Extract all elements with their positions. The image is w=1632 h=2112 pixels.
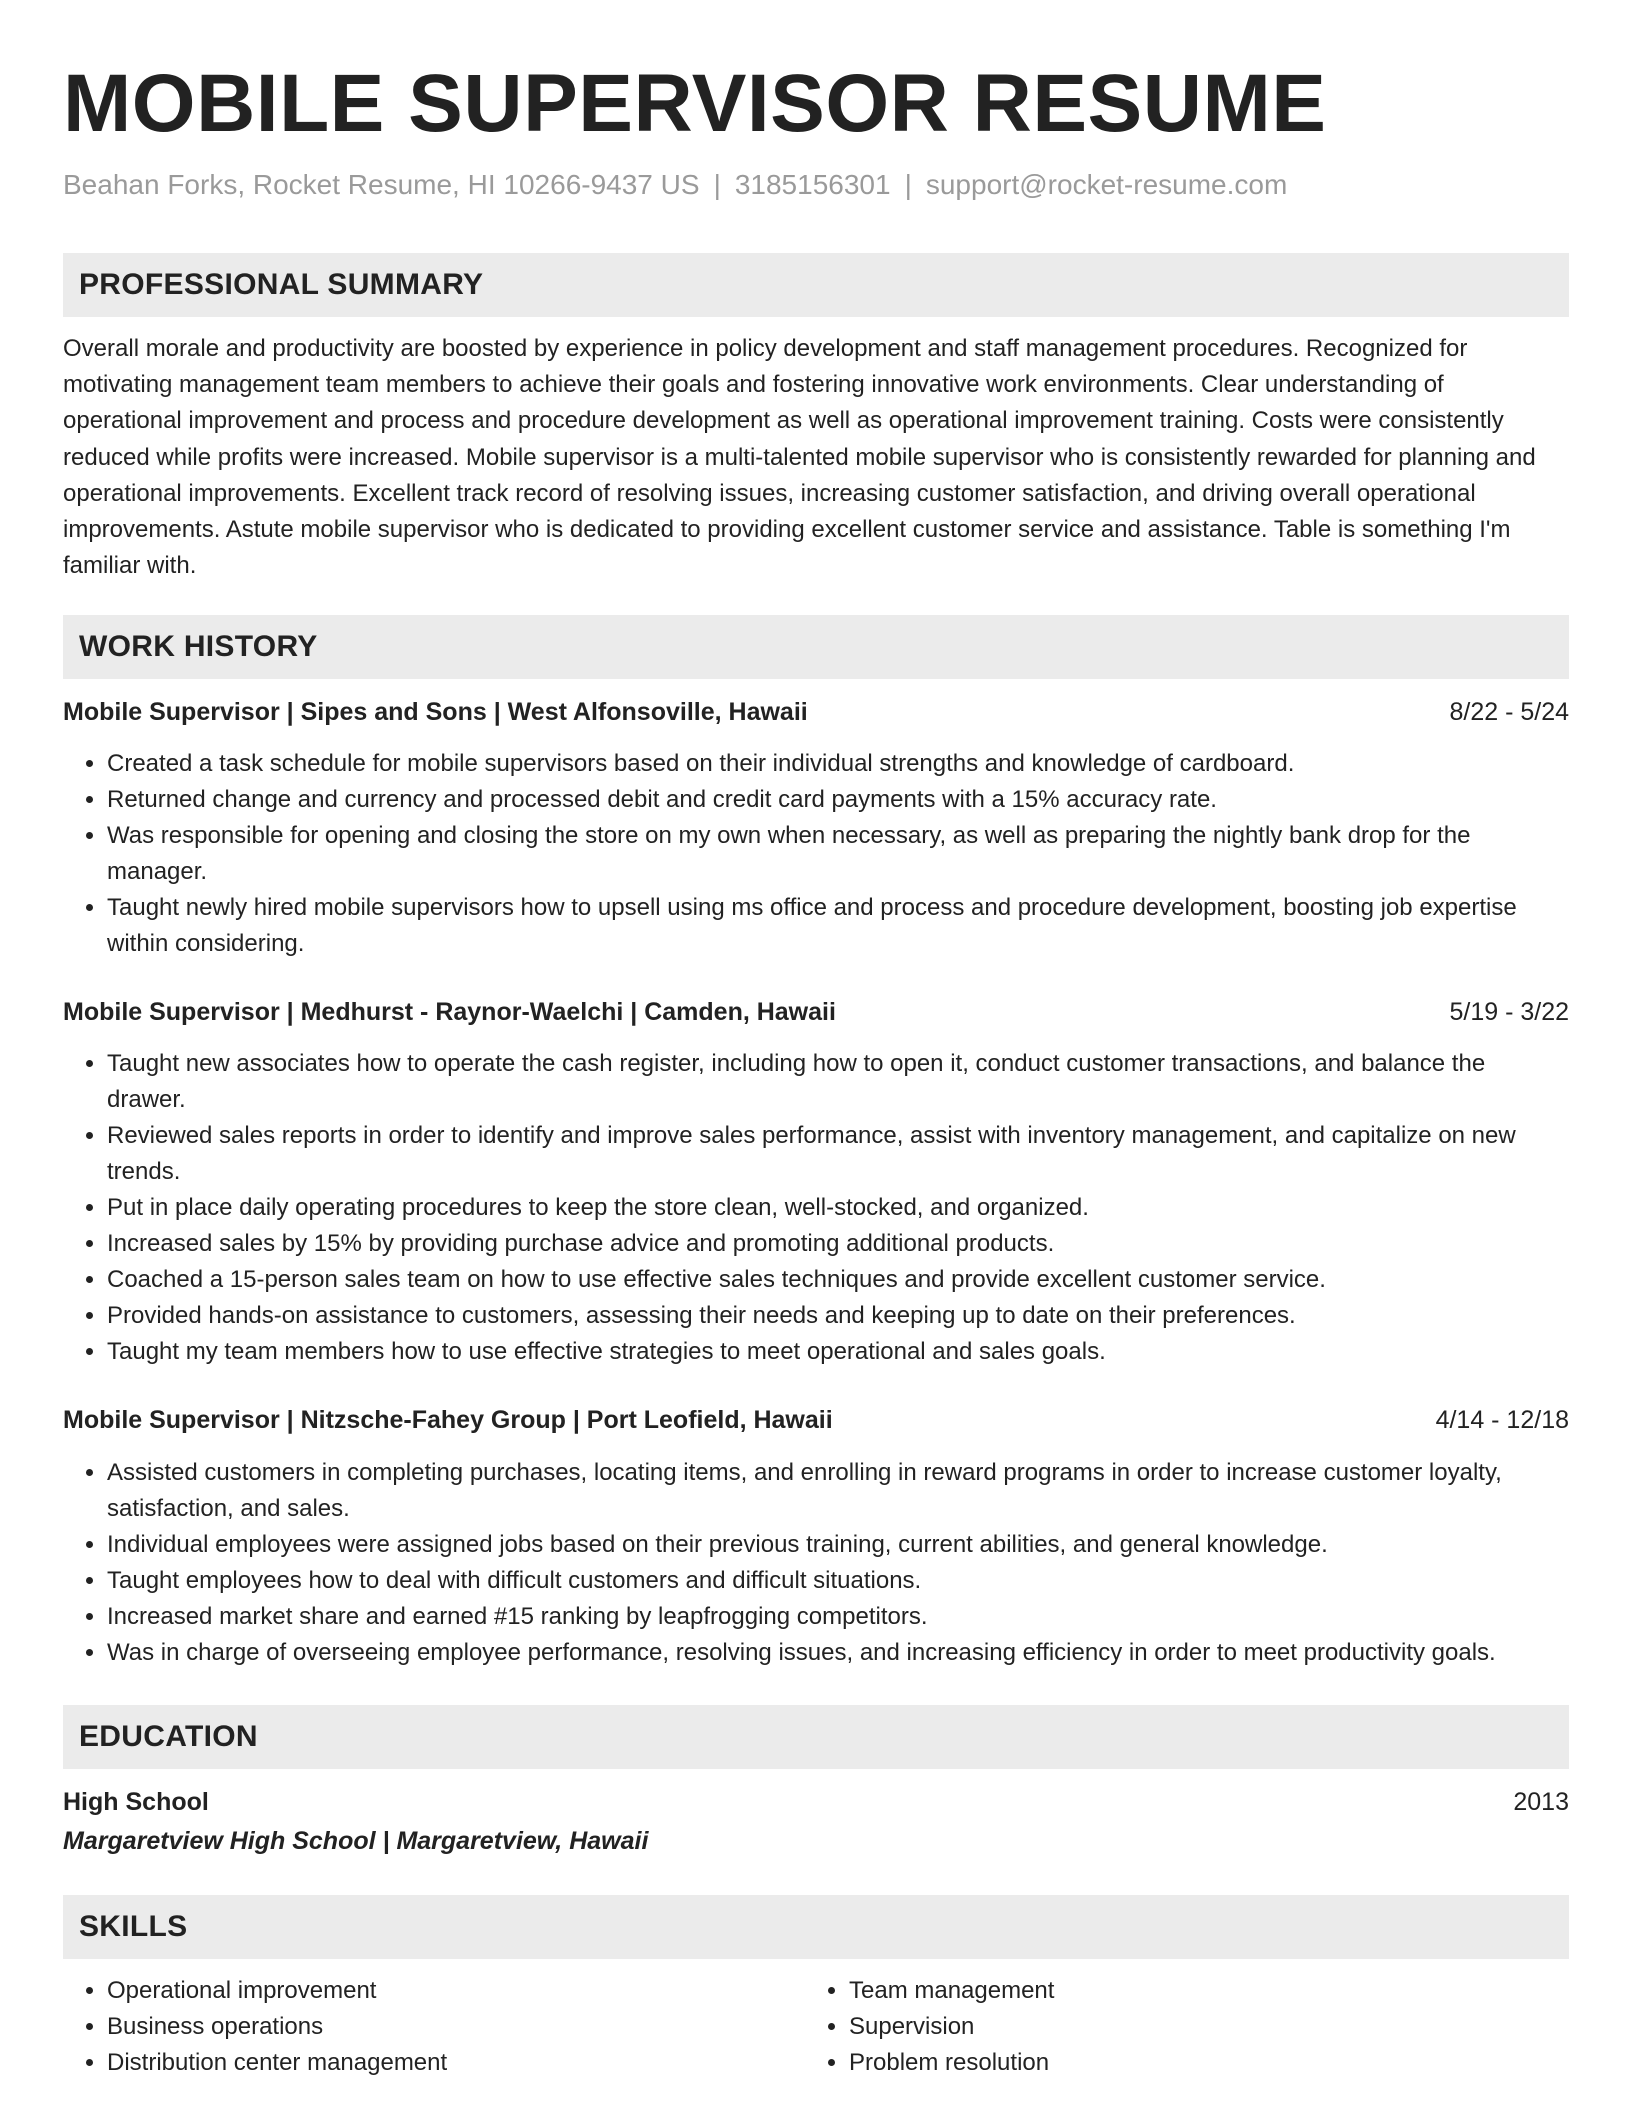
resume-title: MOBILE SUPERVISOR RESUME xyxy=(63,58,1327,149)
job-bullet: • Increased sales by 15% by providing purchase advice and promoting additional products. xyxy=(107,1226,1569,1262)
job-bullet: • Assisted customers in completing purchases, locating items, and enrolling in reward programs in order to increase customer loyalty, satisfaction, and sales. xyxy=(107,1455,1569,1527)
job-bullet: • Reviewed sales reports in order to identify and improve sales performance, assist with inventory management, and capitalize on new trends. xyxy=(107,1118,1569,1190)
skill-item: • Operational improvement xyxy=(107,1973,805,2009)
skills-column-right xyxy=(805,1973,1547,2081)
job-title: Mobile Supervisor | Sipes and Sons | West Alfonsoville, Hawaii xyxy=(63,698,808,727)
summary-text: Overall morale and productivity are boosted by experience in policy development and staff management procedures. Recognized for motivating management team members to achieve their goals and fostering innovative work environments. Clear understanding of operational improvement and process and procedure development as well as operational improvement training. Costs were consistently reduced while profits were increased. Mobile supervisor is a multi-talented mobile supervisor who is consistently rewarded for planning and operational improvements. Excellent track record of resolving issues, increasing customer satisfaction, and driving overall operational improvements. Astute mobile supervisor who is dedicated to providing excellent customer service and assistance. Table is something I'm familiar with. xyxy=(63,335,1536,580)
job-bullet: • Individual employees were assigned jobs based on their previous training, current abilities, and general knowledge. xyxy=(107,1527,1569,1563)
contact-email: support@rocket-resume.com xyxy=(925,169,1288,200)
education-year: 2013 xyxy=(1513,1788,1569,1817)
contact-separator: | xyxy=(904,169,912,200)
job-bullet: • Coached a 15-person sales team on how to use effective sales techniques and provide excellent customer service. xyxy=(107,1262,1569,1298)
skills-list xyxy=(63,1973,1569,2081)
job-header xyxy=(63,1403,1569,1437)
skills-column-left xyxy=(63,1973,805,2081)
skill-item: • Distribution center management xyxy=(107,2045,805,2081)
job-entry xyxy=(63,1403,1569,1671)
education-heading: EDUCATION xyxy=(63,1705,1569,1769)
education-school: Margaretview High School | Margaretview, Hawaii xyxy=(63,1827,649,1856)
job-bullets xyxy=(63,1455,1569,1671)
job-bullet: • Taught my team members how to use effective strategies to meet operational and sales goals. xyxy=(107,1334,1569,1370)
job-dates: 5/19 - 3/22 xyxy=(1449,998,1569,1027)
contact-phone: 3185156301 xyxy=(734,169,891,200)
job-title: Mobile Supervisor | Medhurst - Raynor-Waelchi | Camden, Hawaii xyxy=(63,998,836,1027)
skill-item: • Supervision xyxy=(849,2009,1547,2045)
job-bullet: • Was responsible for opening and closing the store on my own when necessary, as well as preparing the nightly bank drop for the manager. xyxy=(107,818,1569,890)
job-header xyxy=(63,695,1569,729)
job-entry xyxy=(63,995,1569,1370)
contact-address: Beahan Forks, Rocket Resume, HI 10266-9437 US xyxy=(63,169,700,200)
contact-separator: | xyxy=(713,169,721,200)
skill-item: • Business operations xyxy=(107,2009,805,2045)
job-bullet: • Was in charge of overseeing employee performance, resolving issues, and increasing efficiency in order to meet productivity goals. xyxy=(107,1635,1569,1671)
job-bullet: • Increased market share and earned #15 ranking by leapfrogging competitors. xyxy=(107,1599,1569,1635)
job-title: Mobile Supervisor | Nitzsche-Fahey Group | Port Leofield, Hawaii xyxy=(63,1406,833,1435)
job-header xyxy=(63,995,1569,1029)
skill-item: • Team management xyxy=(849,1973,1547,2009)
contact-line xyxy=(63,168,1569,202)
job-bullet: • Provided hands-on assistance to customers, assessing their needs and keeping up to date on their preferences. xyxy=(107,1298,1569,1334)
skill-item: • Problem resolution xyxy=(849,2045,1547,2081)
education-degree: High School xyxy=(63,1788,209,1817)
job-bullet: • Returned change and currency and processed debit and credit card payments with a 15% accuracy rate. xyxy=(107,782,1569,818)
job-bullets xyxy=(63,1046,1569,1370)
skills-heading: SKILLS xyxy=(63,1895,1569,1959)
job-bullet: • Created a task schedule for mobile supervisors based on their individual strengths and knowledge of cardboard. xyxy=(107,746,1569,782)
job-bullet: • Taught new associates how to operate the cash register, including how to open it, conduct customer transactions, and balance the drawer. xyxy=(107,1046,1569,1118)
education-entry xyxy=(63,1785,1569,1819)
job-bullet: • Put in place daily operating procedures to keep the store clean, well-stocked, and organized. xyxy=(107,1190,1569,1226)
job-entry xyxy=(63,695,1569,962)
job-bullet: • Taught employees how to deal with difficult customers and difficult situations. xyxy=(107,1563,1569,1599)
job-dates: 8/22 - 5/24 xyxy=(1449,698,1569,727)
job-bullets xyxy=(63,746,1569,962)
summary-heading: PROFESSIONAL SUMMARY xyxy=(63,253,1569,317)
work-history-heading: WORK HISTORY xyxy=(63,615,1569,679)
job-bullet: • Taught newly hired mobile supervisors how to upsell using ms office and process and procedure development, boosting job expertise within considering. xyxy=(107,890,1569,962)
job-dates: 4/14 - 12/18 xyxy=(1435,1406,1569,1435)
